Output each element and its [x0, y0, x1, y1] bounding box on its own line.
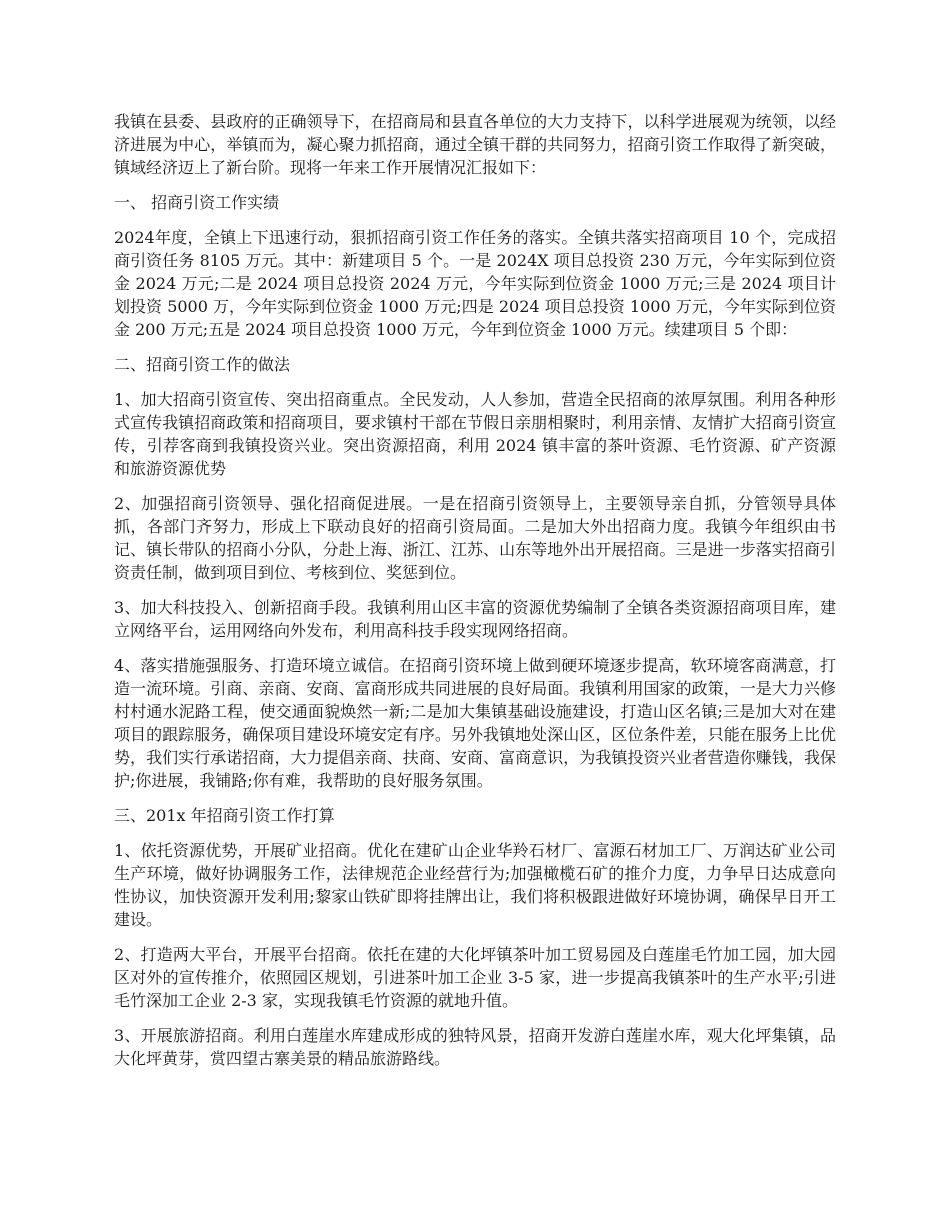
plan-paragraph-3: 3、开展旅游招商。利用白莲崖水库建成形成的独特风景，招商开发游白莲崖水库，观大化坪集镇，品大化坪黄芽，赏四望古寨美景的精品旅游路线。: [114, 1026, 836, 1068]
method-paragraph-3: 3、加大科技投入、创新招商手段。我镇利用山区丰富的资源优势编制了全镇各类资源招商项目库，建立网络平台，运用网络向外发布，利用高科技手段实现网络招商。: [114, 598, 836, 640]
section-heading-achievements: 一、 招商引资工作实绩: [114, 193, 280, 212]
achievements-paragraph: 2024年度，全镇上下迅速行动，狠抓招商引资工作任务的落实。全镇共落实招商项目 10 个，完成招商引资任务 8105 万元。其中：新建项目 5 个。一是 2024X 项目总投资 230 万元，今年实际到位资金 2024 万元;二是 2024 项目总投资 2024 万元，今年实际到位资金 1000 万元;三是 2024 项目计划投资 5000 万，今年实际到位资金 1000 万元;四是 2024 项目总投资 1000 万元，今年实际到位资金 200 万元;五是 2024 项目总投资 1000 万元，今年到位资金 1000 万元。续建项目 5 个即：: [114, 228, 836, 339]
method-paragraph-4: 4、落实措施强服务、打造环境立诚信。在招商引资环境上做到硬环境逐步提高，软环境客商满意，打造一流环境。引商、亲商、安商、富商形成共同进展的良好局面。我镇利用国家的政策，一是大力兴修村村通水泥路工程，使交通面貌焕然一新;二是加大集镇基础设施建设，打造山区名镇;三是加大对在建项目的跟踪服务，确保项目建设环境安定有序。另外我镇地处深山区，区位条件差，只能在服务上比优势，我们实行承诺招商，大力提倡亲商、扶商、安商、富商意识，为我镇投资兴业者营造你赚钱，我保护;你进展，我铺路;你有难，我帮助的良好服务氛围。: [114, 656, 836, 790]
section-heading-plans: 三、201x 年招商引资工作打算: [114, 806, 335, 825]
plan-paragraph-1: 1、依托资源优势，开展矿业招商。优化在建矿山企业华羚石材厂、富源石材加工厂、万润达矿业公司生产环境，做好协调服务工作，法律规范企业经营行为;加强橄榄石矿的推介力度，力争早日达成意向性协议，加快资源开发利用;黎家山铁矿即将挂牌出让，我们将积极跟进做好环境协调，确保早日开工建设。: [114, 841, 836, 929]
section-heading-methods: 二、招商引资工作的做法: [114, 355, 291, 374]
intro-paragraph: 我镇在县委、县政府的正确领导下，在招商局和县直各单位的大力支持下，以科学进展观为统领，以经济进展为中心，举镇而为，凝心聚力抓招商，通过全镇干群的共同努力，招商引资工作取得了新突破，镇域经济迈上了新台阶。现将一年来工作开展情况汇报如下：: [114, 112, 836, 177]
plan-paragraph-2: 2、打造两大平台，开展平台招商。依托在建的大化坪镇茶叶加工贸易园及白莲崖毛竹加工园，加大园区对外的宣传推介，依照园区规划，引进茶叶加工企业 3-5 家，进一步提高我镇茶叶的生产水平;引进毛竹深加工企业 2-3 家，实现我镇毛竹资源的就地升值。: [114, 945, 836, 1010]
document-body: [114, 110, 836, 1082]
method-paragraph-2: 2、加强招商引资领导、强化招商促进展。一是在招商引资领导上，主要领导亲自抓，分管领导具体抓，各部门齐努力，形成上下联动良好的招商引资局面。二是加大外出招商力度。我镇今年组织由书记、镇长带队的招商小分队，分赴上海、浙江、江苏、山东等地外出开展招商。三是进一步落实招商引资责任制，做到项目到位、考核到位、奖惩到位。: [114, 494, 836, 582]
method-paragraph-1: 1、加大招商引资宣传、突出招商重点。全民发动，人人参加，营造全民招商的浓厚氛围。利用各种形式宣传我镇招商政策和招商项目，要求镇村干部在节假日亲朋相聚时，利用亲情、友情扩大招商引资宣传，引荐客商到我镇投资兴业。突出资源招商，利用 2024 镇丰富的茶叶资源、毛竹资源、矿产资源和旅游资源优势: [114, 390, 836, 478]
